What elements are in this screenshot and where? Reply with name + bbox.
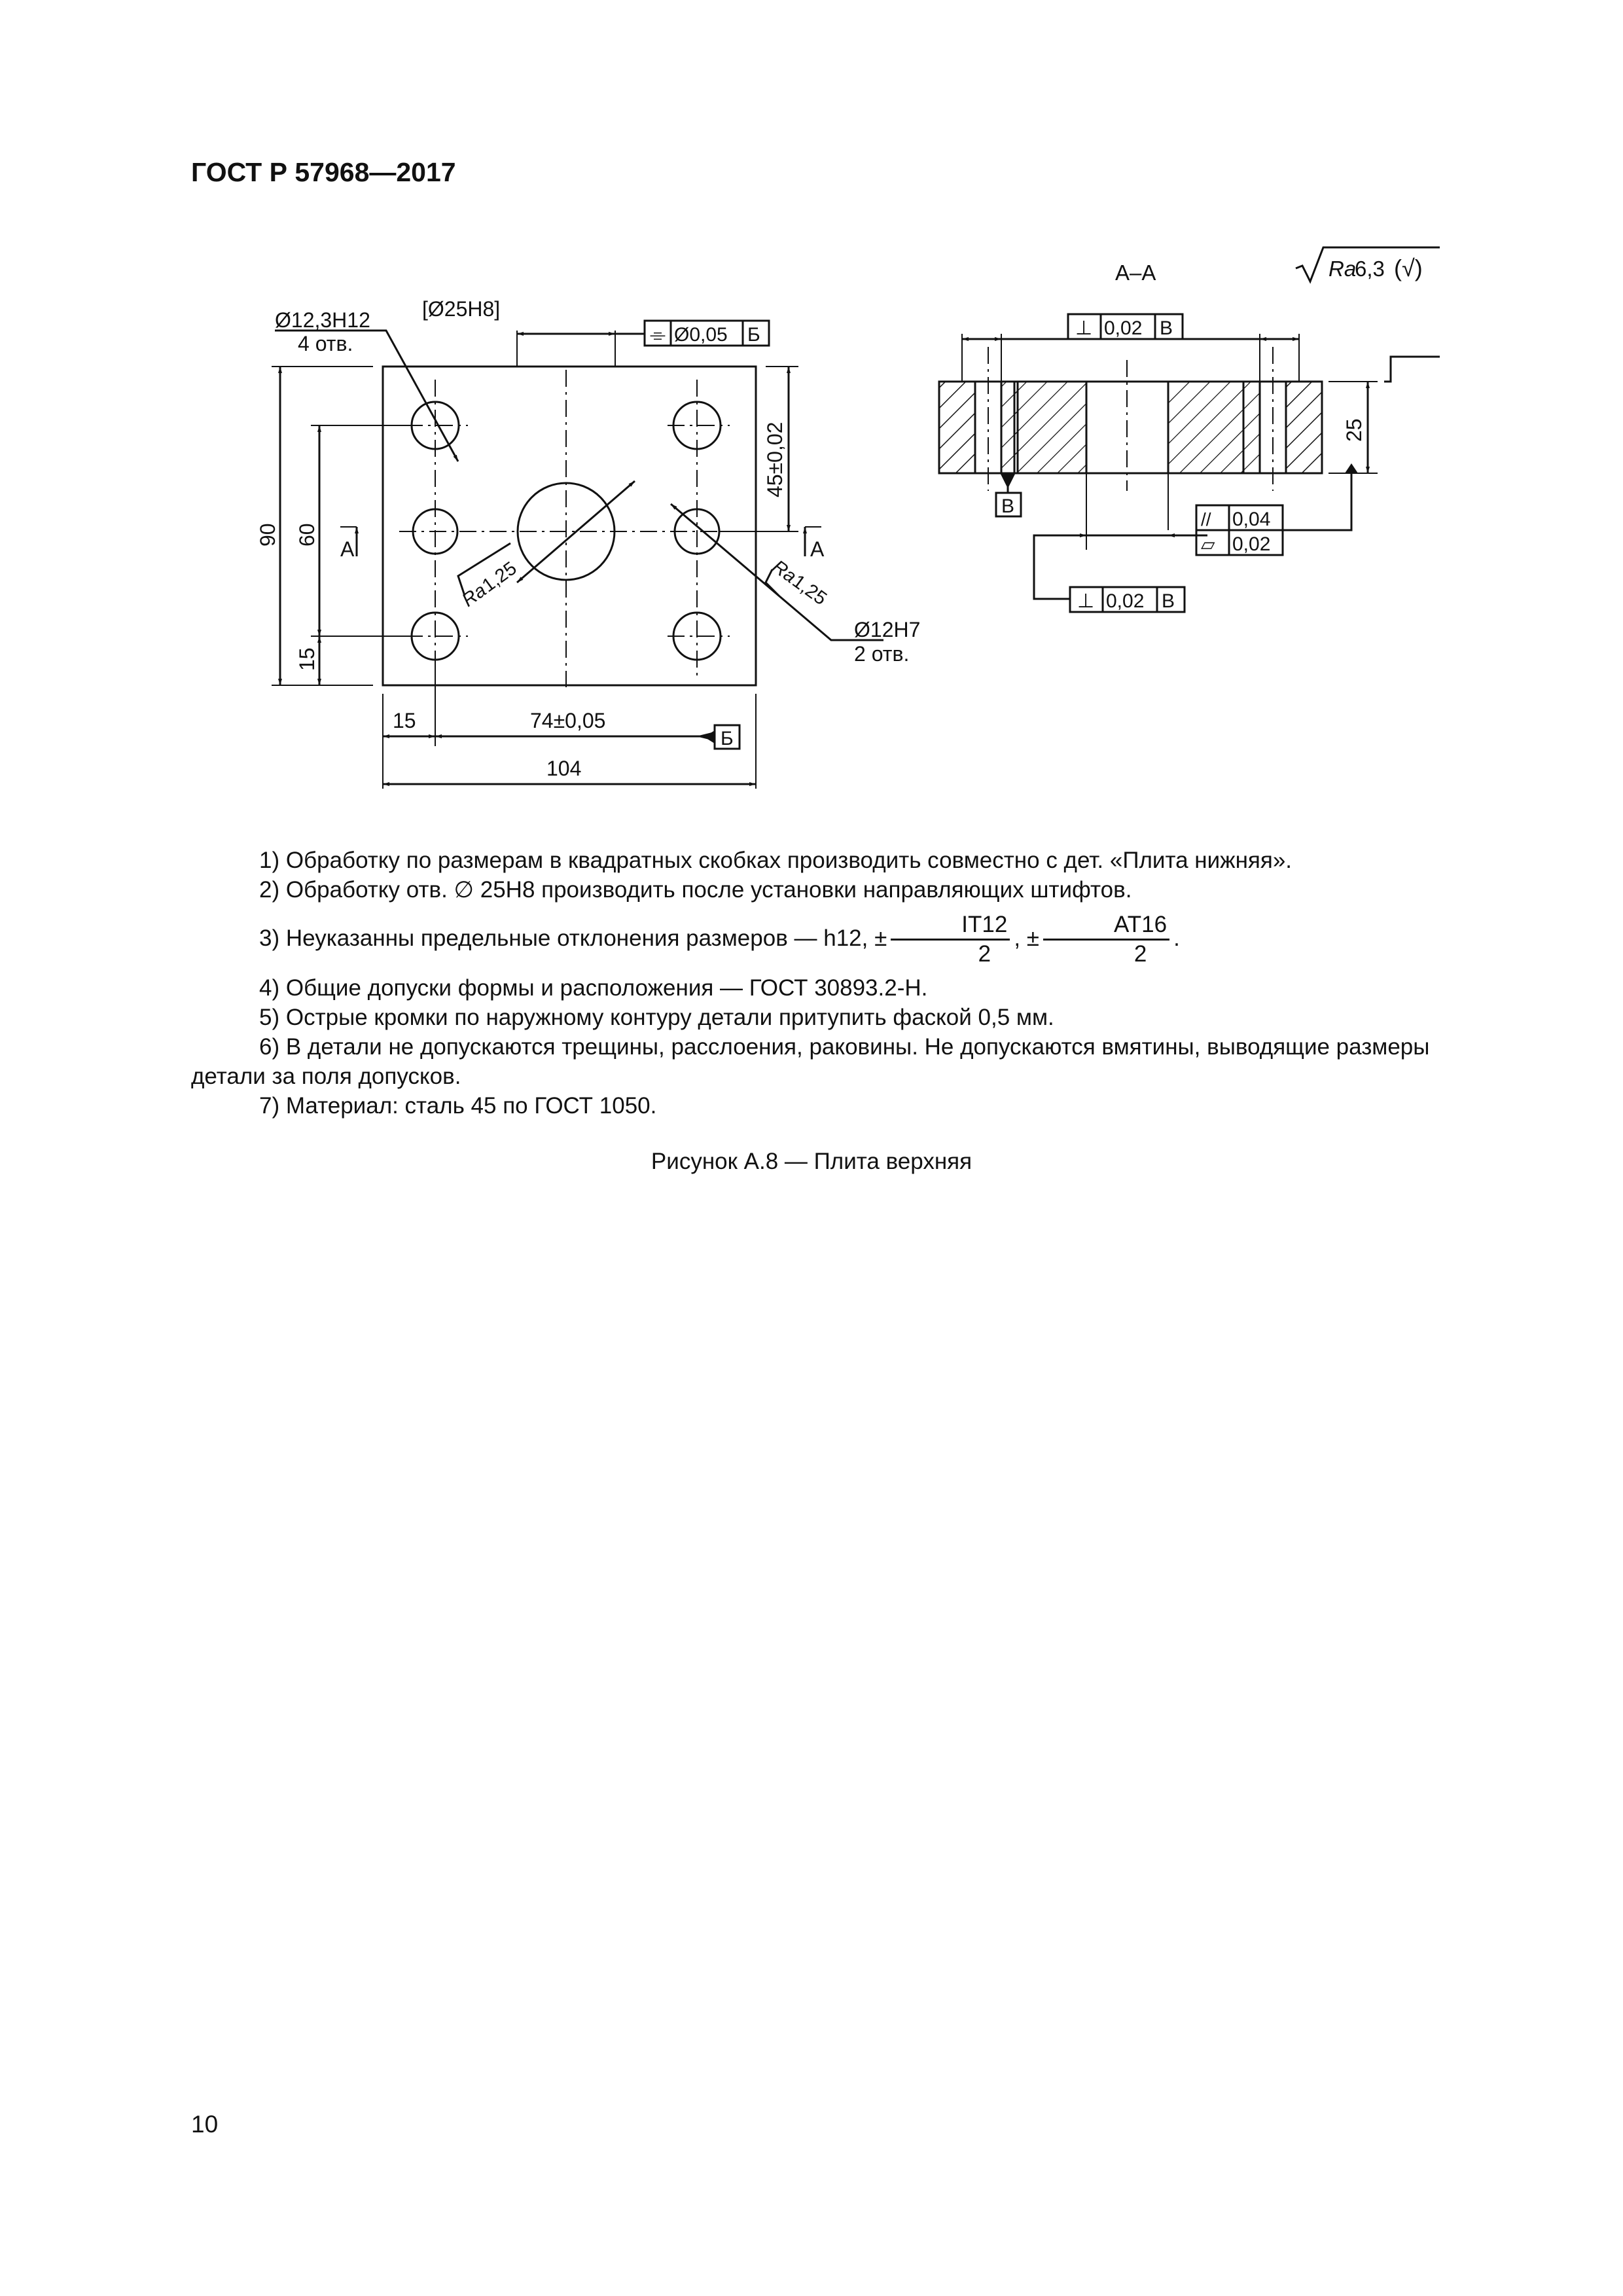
fcf-symmetry-tolerance: Ø0,05: [674, 324, 728, 346]
note-3: [191, 911, 1496, 968]
note-text: Материал: сталь 45 по ГОСТ 1050.: [285, 1093, 657, 1119]
hole-count-2: 2 отв.: [854, 642, 910, 666]
note-number: 6): [259, 1034, 280, 1060]
fcf-parallel-symbol: //: [1201, 509, 1211, 529]
ra-right-value: 1,25: [788, 571, 831, 610]
fraction-numerator: IT12: [891, 911, 1010, 941]
technical-drawing: [242, 229, 1440, 798]
section-center-left-block: [1014, 382, 1086, 473]
section-arrow-left: А: [340, 537, 355, 561]
note-1: [191, 846, 1496, 875]
dim-60: 60: [295, 523, 319, 547]
page-number: 10: [191, 2111, 219, 2138]
section-arrow-right: А: [810, 537, 825, 561]
figure-caption: Рисунок А.8 — Плита верхняя: [651, 1149, 972, 1174]
note-text: Неуказанны предельные отклонения размеров — h12, ±: [285, 925, 887, 951]
note-text: Обработку по размерам в квадратных скобках производить совместно с дет. «Плита нижняя».: [285, 848, 1293, 873]
fcf-perp-top-symbol: ⊥: [1075, 317, 1093, 339]
fcf-symmetry-datum: Б: [747, 324, 760, 346]
dim-15-left: 15: [295, 647, 319, 671]
fcf-flatness-tolerance: 0,02: [1232, 533, 1271, 555]
fcf-symmetry-symbol: ⌯: [650, 324, 666, 346]
roughness-prefix: Ra: [1329, 257, 1357, 281]
fcf-perp-bottom-datum: В: [1162, 590, 1175, 612]
fcf-flatness-symbol: ▱: [1201, 534, 1215, 554]
fcf-perp-top-datum: В: [1160, 317, 1173, 339]
ra-left-prefix: Ra: [458, 579, 491, 611]
fraction-denominator: 2: [1133, 941, 1147, 967]
fcf-perp-bottom-tolerance: 0,02: [1106, 590, 1145, 612]
ra-left-value: 1,25: [478, 558, 521, 597]
note-text: В детали не допускаются трещины, расслоения, раковины. Не допускаются вмятины, выводящие размеры детали за поля допусков.: [191, 1034, 1430, 1089]
note-5: [191, 1003, 1496, 1032]
dim-25: 25: [1342, 418, 1366, 442]
note-number: 2): [259, 877, 280, 903]
note-number: 7): [259, 1093, 280, 1119]
dim-74: 74±0,05: [530, 709, 606, 732]
note-6: [191, 1032, 1496, 1091]
dim-104: 104: [546, 757, 582, 780]
roughness-value: 6,3: [1355, 257, 1385, 281]
datum-b-label: Б: [721, 728, 734, 749]
hole-spec-1: Ø12,3H12: [275, 308, 370, 332]
hole-spec-2: Ø12H7: [854, 618, 921, 641]
note-text: Общие допуски формы и расположения — ГОСТ 30893.2-Н.: [285, 975, 928, 1001]
plate-outline: [383, 367, 756, 685]
notes: [191, 846, 1496, 1121]
section-label: А–А: [1115, 260, 1156, 285]
dim-15-bottom: 15: [393, 709, 416, 732]
fraction-numerator: AT16: [1043, 911, 1169, 941]
fcf-perp-top-tolerance: 0,02: [1104, 317, 1143, 339]
fraction-it12: [891, 911, 1010, 968]
note-number: 5): [259, 1005, 280, 1030]
note-2: [191, 875, 1496, 905]
hole-count-1: 4 отв.: [298, 332, 353, 355]
fcf-perp-bottom-symbol: ⊥: [1077, 590, 1095, 612]
note-7: [191, 1091, 1496, 1121]
section-center-right-block: [1168, 382, 1243, 473]
note-end: .: [1173, 925, 1180, 951]
fraction-denominator: 2: [978, 941, 991, 967]
note-number: 4): [259, 975, 280, 1001]
bore-spec: [Ø25H8]: [422, 297, 501, 321]
note-text: Острые кромки по наружному контуру детали притупить фаской 0,5 мм.: [285, 1005, 1054, 1030]
note-text: Обработку отв. ∅ 25H8 производить после установки направляющих штифтов.: [285, 877, 1132, 903]
drawing-svg: [242, 229, 1440, 798]
dim-45: 45±0,02: [763, 422, 787, 497]
dim-90: 90: [256, 523, 279, 547]
fcf-parallel-tolerance: 0,04: [1232, 509, 1271, 530]
datum-v-label: В: [1001, 495, 1015, 517]
note-number: 3): [259, 925, 280, 951]
document-id: ГОСТ Р 57968—2017: [191, 157, 456, 187]
fraction-at16: [1043, 911, 1169, 968]
roughness-suffix: (√): [1394, 255, 1423, 281]
note-4: [191, 973, 1496, 1003]
ra-right-prefix: Ra: [768, 556, 800, 588]
note-number: 1): [259, 848, 280, 873]
note-separator: , ±: [1014, 925, 1040, 951]
